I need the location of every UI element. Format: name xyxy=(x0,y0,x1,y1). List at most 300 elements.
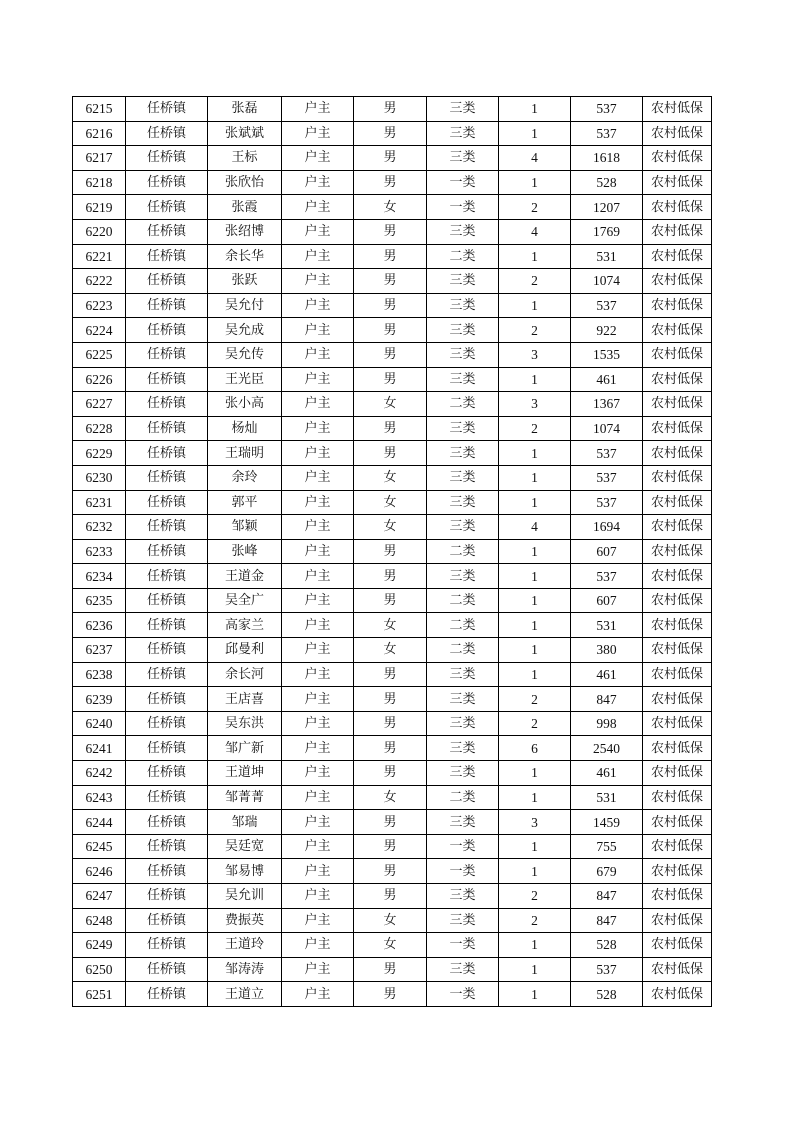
town-cell: 任桥镇 xyxy=(126,244,208,269)
category-cell: 三类 xyxy=(427,711,499,736)
relation-cell: 户主 xyxy=(282,588,354,613)
town-cell: 任桥镇 xyxy=(126,465,208,490)
table-row xyxy=(73,121,712,146)
household-size-cell: 1 xyxy=(499,293,571,318)
category-cell: 三类 xyxy=(427,515,499,540)
relation-cell: 户主 xyxy=(282,392,354,417)
household-size-cell: 1 xyxy=(499,588,571,613)
name-cell: 邹颖 xyxy=(208,515,282,540)
table-row xyxy=(73,465,712,490)
town-cell: 任桥镇 xyxy=(126,342,208,367)
category-cell: 一类 xyxy=(427,982,499,1007)
assistance-type-cell: 农村低保 xyxy=(643,97,712,122)
household-size-cell: 6 xyxy=(499,736,571,761)
name-cell: 吴允传 xyxy=(208,342,282,367)
assistance-type-cell: 农村低保 xyxy=(643,146,712,171)
town-cell: 任桥镇 xyxy=(126,982,208,1007)
serial-cell: 6238 xyxy=(73,662,126,687)
amount-cell: 528 xyxy=(571,933,643,958)
serial-cell: 6221 xyxy=(73,244,126,269)
assistance-type-cell: 农村低保 xyxy=(643,219,712,244)
gender-cell: 男 xyxy=(354,121,427,146)
household-size-cell: 1 xyxy=(499,367,571,392)
roster-table-body xyxy=(73,97,712,1007)
serial-cell: 6220 xyxy=(73,219,126,244)
household-size-cell: 2 xyxy=(499,908,571,933)
name-cell: 王道坤 xyxy=(208,761,282,786)
roster-table xyxy=(72,96,712,1007)
name-cell: 杨灿 xyxy=(208,416,282,441)
table-row xyxy=(73,859,712,884)
town-cell: 任桥镇 xyxy=(126,736,208,761)
assistance-type-cell: 农村低保 xyxy=(643,342,712,367)
category-cell: 三类 xyxy=(427,687,499,712)
gender-cell: 男 xyxy=(354,810,427,835)
town-cell: 任桥镇 xyxy=(126,416,208,441)
town-cell: 任桥镇 xyxy=(126,146,208,171)
relation-cell: 户主 xyxy=(282,662,354,687)
town-cell: 任桥镇 xyxy=(126,367,208,392)
name-cell: 吴允成 xyxy=(208,318,282,343)
gender-cell: 女 xyxy=(354,638,427,663)
assistance-type-cell: 农村低保 xyxy=(643,465,712,490)
relation-cell: 户主 xyxy=(282,638,354,663)
town-cell: 任桥镇 xyxy=(126,662,208,687)
household-size-cell: 4 xyxy=(499,219,571,244)
serial-cell: 6225 xyxy=(73,342,126,367)
relation-cell: 户主 xyxy=(282,244,354,269)
relation-cell: 户主 xyxy=(282,834,354,859)
assistance-type-cell: 农村低保 xyxy=(643,195,712,220)
amount-cell: 537 xyxy=(571,465,643,490)
name-cell: 高家兰 xyxy=(208,613,282,638)
name-cell: 王道玲 xyxy=(208,933,282,958)
gender-cell: 男 xyxy=(354,957,427,982)
name-cell: 张磊 xyxy=(208,97,282,122)
category-cell: 三类 xyxy=(427,884,499,909)
amount-cell: 537 xyxy=(571,564,643,589)
assistance-type-cell: 农村低保 xyxy=(643,736,712,761)
amount-cell: 1618 xyxy=(571,146,643,171)
assistance-type-cell: 农村低保 xyxy=(643,244,712,269)
household-size-cell: 1 xyxy=(499,244,571,269)
assistance-type-cell: 农村低保 xyxy=(643,982,712,1007)
household-size-cell: 1 xyxy=(499,539,571,564)
serial-cell: 6251 xyxy=(73,982,126,1007)
name-cell: 邹菁菁 xyxy=(208,785,282,810)
table-row xyxy=(73,982,712,1007)
assistance-type-cell: 农村低保 xyxy=(643,416,712,441)
gender-cell: 女 xyxy=(354,613,427,638)
gender-cell: 男 xyxy=(354,219,427,244)
assistance-type-cell: 农村低保 xyxy=(643,588,712,613)
category-cell: 三类 xyxy=(427,269,499,294)
town-cell: 任桥镇 xyxy=(126,269,208,294)
relation-cell: 户主 xyxy=(282,515,354,540)
serial-cell: 6235 xyxy=(73,588,126,613)
serial-cell: 6233 xyxy=(73,539,126,564)
serial-cell: 6230 xyxy=(73,465,126,490)
amount-cell: 531 xyxy=(571,613,643,638)
gender-cell: 男 xyxy=(354,859,427,884)
serial-cell: 6218 xyxy=(73,170,126,195)
relation-cell: 户主 xyxy=(282,859,354,884)
table-row xyxy=(73,785,712,810)
household-size-cell: 3 xyxy=(499,342,571,367)
table-row xyxy=(73,687,712,712)
household-size-cell: 4 xyxy=(499,146,571,171)
assistance-type-cell: 农村低保 xyxy=(643,293,712,318)
gender-cell: 男 xyxy=(354,97,427,122)
town-cell: 任桥镇 xyxy=(126,834,208,859)
assistance-type-cell: 农村低保 xyxy=(643,638,712,663)
household-size-cell: 3 xyxy=(499,392,571,417)
amount-cell: 537 xyxy=(571,121,643,146)
amount-cell: 537 xyxy=(571,293,643,318)
relation-cell: 户主 xyxy=(282,195,354,220)
table-row xyxy=(73,269,712,294)
serial-cell: 6232 xyxy=(73,515,126,540)
name-cell: 邹易博 xyxy=(208,859,282,884)
table-row xyxy=(73,834,712,859)
gender-cell: 男 xyxy=(354,367,427,392)
relation-cell: 户主 xyxy=(282,170,354,195)
relation-cell: 户主 xyxy=(282,613,354,638)
gender-cell: 男 xyxy=(354,318,427,343)
name-cell: 张小高 xyxy=(208,392,282,417)
assistance-type-cell: 农村低保 xyxy=(643,441,712,466)
table-row xyxy=(73,416,712,441)
amount-cell: 2540 xyxy=(571,736,643,761)
serial-cell: 6241 xyxy=(73,736,126,761)
table-row xyxy=(73,613,712,638)
gender-cell: 女 xyxy=(354,490,427,515)
table-row xyxy=(73,933,712,958)
household-size-cell: 2 xyxy=(499,884,571,909)
gender-cell: 男 xyxy=(354,170,427,195)
amount-cell: 528 xyxy=(571,982,643,1007)
name-cell: 王店喜 xyxy=(208,687,282,712)
name-cell: 邹广新 xyxy=(208,736,282,761)
table-row xyxy=(73,884,712,909)
assistance-type-cell: 农村低保 xyxy=(643,662,712,687)
town-cell: 任桥镇 xyxy=(126,761,208,786)
town-cell: 任桥镇 xyxy=(126,613,208,638)
household-size-cell: 1 xyxy=(499,170,571,195)
assistance-type-cell: 农村低保 xyxy=(643,539,712,564)
relation-cell: 户主 xyxy=(282,441,354,466)
category-cell: 三类 xyxy=(427,367,499,392)
name-cell: 费振英 xyxy=(208,908,282,933)
town-cell: 任桥镇 xyxy=(126,515,208,540)
household-size-cell: 1 xyxy=(499,490,571,515)
table-row xyxy=(73,638,712,663)
amount-cell: 847 xyxy=(571,687,643,712)
amount-cell: 531 xyxy=(571,244,643,269)
town-cell: 任桥镇 xyxy=(126,933,208,958)
table-row xyxy=(73,736,712,761)
assistance-type-cell: 农村低保 xyxy=(643,785,712,810)
gender-cell: 男 xyxy=(354,884,427,909)
household-size-cell: 2 xyxy=(499,711,571,736)
amount-cell: 847 xyxy=(571,908,643,933)
serial-cell: 6224 xyxy=(73,318,126,343)
category-cell: 三类 xyxy=(427,761,499,786)
gender-cell: 男 xyxy=(354,588,427,613)
gender-cell: 男 xyxy=(354,834,427,859)
table-row xyxy=(73,195,712,220)
category-cell: 二类 xyxy=(427,244,499,269)
gender-cell: 男 xyxy=(354,342,427,367)
category-cell: 三类 xyxy=(427,441,499,466)
category-cell: 三类 xyxy=(427,662,499,687)
category-cell: 二类 xyxy=(427,638,499,663)
serial-cell: 6215 xyxy=(73,97,126,122)
serial-cell: 6237 xyxy=(73,638,126,663)
relation-cell: 户主 xyxy=(282,293,354,318)
household-size-cell: 1 xyxy=(499,982,571,1007)
relation-cell: 户主 xyxy=(282,982,354,1007)
table-row xyxy=(73,662,712,687)
amount-cell: 461 xyxy=(571,367,643,392)
town-cell: 任桥镇 xyxy=(126,564,208,589)
amount-cell: 607 xyxy=(571,539,643,564)
gender-cell: 男 xyxy=(354,736,427,761)
category-cell: 三类 xyxy=(427,736,499,761)
table-row xyxy=(73,293,712,318)
category-cell: 三类 xyxy=(427,490,499,515)
name-cell: 吴允训 xyxy=(208,884,282,909)
table-row xyxy=(73,810,712,835)
gender-cell: 男 xyxy=(354,539,427,564)
household-size-cell: 1 xyxy=(499,465,571,490)
assistance-type-cell: 农村低保 xyxy=(643,908,712,933)
town-cell: 任桥镇 xyxy=(126,957,208,982)
category-cell: 二类 xyxy=(427,613,499,638)
amount-cell: 1074 xyxy=(571,416,643,441)
serial-cell: 6239 xyxy=(73,687,126,712)
serial-cell: 6243 xyxy=(73,785,126,810)
serial-cell: 6249 xyxy=(73,933,126,958)
relation-cell: 户主 xyxy=(282,785,354,810)
relation-cell: 户主 xyxy=(282,269,354,294)
serial-cell: 6231 xyxy=(73,490,126,515)
table-row xyxy=(73,761,712,786)
amount-cell: 1459 xyxy=(571,810,643,835)
name-cell: 张跃 xyxy=(208,269,282,294)
amount-cell: 537 xyxy=(571,441,643,466)
table-row xyxy=(73,957,712,982)
town-cell: 任桥镇 xyxy=(126,219,208,244)
gender-cell: 男 xyxy=(354,687,427,712)
gender-cell: 女 xyxy=(354,195,427,220)
name-cell: 张斌斌 xyxy=(208,121,282,146)
town-cell: 任桥镇 xyxy=(126,293,208,318)
town-cell: 任桥镇 xyxy=(126,638,208,663)
amount-cell: 461 xyxy=(571,662,643,687)
serial-cell: 6242 xyxy=(73,761,126,786)
amount-cell: 1769 xyxy=(571,219,643,244)
town-cell: 任桥镇 xyxy=(126,195,208,220)
town-cell: 任桥镇 xyxy=(126,810,208,835)
gender-cell: 男 xyxy=(354,711,427,736)
gender-cell: 男 xyxy=(354,293,427,318)
serial-cell: 6240 xyxy=(73,711,126,736)
gender-cell: 男 xyxy=(354,441,427,466)
household-size-cell: 1 xyxy=(499,564,571,589)
gender-cell: 女 xyxy=(354,933,427,958)
name-cell: 张霞 xyxy=(208,195,282,220)
town-cell: 任桥镇 xyxy=(126,97,208,122)
relation-cell: 户主 xyxy=(282,711,354,736)
serial-cell: 6246 xyxy=(73,859,126,884)
name-cell: 余玲 xyxy=(208,465,282,490)
name-cell: 吴廷宽 xyxy=(208,834,282,859)
household-size-cell: 1 xyxy=(499,662,571,687)
table-row xyxy=(73,342,712,367)
assistance-type-cell: 农村低保 xyxy=(643,810,712,835)
table-row xyxy=(73,146,712,171)
table-row xyxy=(73,392,712,417)
household-size-cell: 1 xyxy=(499,613,571,638)
amount-cell: 461 xyxy=(571,761,643,786)
relation-cell: 户主 xyxy=(282,933,354,958)
name-cell: 张欣怡 xyxy=(208,170,282,195)
gender-cell: 女 xyxy=(354,908,427,933)
name-cell: 余长河 xyxy=(208,662,282,687)
household-size-cell: 1 xyxy=(499,859,571,884)
serial-cell: 6223 xyxy=(73,293,126,318)
relation-cell: 户主 xyxy=(282,146,354,171)
relation-cell: 户主 xyxy=(282,957,354,982)
table-row xyxy=(73,170,712,195)
name-cell: 王瑞明 xyxy=(208,441,282,466)
serial-cell: 6217 xyxy=(73,146,126,171)
name-cell: 吴允付 xyxy=(208,293,282,318)
category-cell: 三类 xyxy=(427,810,499,835)
household-size-cell: 2 xyxy=(499,416,571,441)
table-row xyxy=(73,97,712,122)
assistance-type-cell: 农村低保 xyxy=(643,957,712,982)
serial-cell: 6236 xyxy=(73,613,126,638)
relation-cell: 户主 xyxy=(282,736,354,761)
name-cell: 王道金 xyxy=(208,564,282,589)
relation-cell: 户主 xyxy=(282,884,354,909)
gender-cell: 女 xyxy=(354,465,427,490)
town-cell: 任桥镇 xyxy=(126,170,208,195)
town-cell: 任桥镇 xyxy=(126,859,208,884)
category-cell: 三类 xyxy=(427,957,499,982)
gender-cell: 男 xyxy=(354,244,427,269)
amount-cell: 1535 xyxy=(571,342,643,367)
table-row xyxy=(73,367,712,392)
town-cell: 任桥镇 xyxy=(126,441,208,466)
serial-cell: 6228 xyxy=(73,416,126,441)
serial-cell: 6216 xyxy=(73,121,126,146)
table-row xyxy=(73,219,712,244)
category-cell: 三类 xyxy=(427,342,499,367)
assistance-type-cell: 农村低保 xyxy=(643,761,712,786)
town-cell: 任桥镇 xyxy=(126,884,208,909)
category-cell: 一类 xyxy=(427,859,499,884)
serial-cell: 6234 xyxy=(73,564,126,589)
relation-cell: 户主 xyxy=(282,490,354,515)
category-cell: 二类 xyxy=(427,392,499,417)
household-size-cell: 1 xyxy=(499,121,571,146)
category-cell: 三类 xyxy=(427,121,499,146)
name-cell: 张峰 xyxy=(208,539,282,564)
name-cell: 郭平 xyxy=(208,490,282,515)
category-cell: 三类 xyxy=(427,416,499,441)
assistance-type-cell: 农村低保 xyxy=(643,613,712,638)
name-cell: 王道立 xyxy=(208,982,282,1007)
household-size-cell: 1 xyxy=(499,97,571,122)
serial-cell: 6222 xyxy=(73,269,126,294)
relation-cell: 户主 xyxy=(282,539,354,564)
table-row xyxy=(73,711,712,736)
assistance-type-cell: 农村低保 xyxy=(643,933,712,958)
assistance-type-cell: 农村低保 xyxy=(643,318,712,343)
category-cell: 一类 xyxy=(427,933,499,958)
amount-cell: 537 xyxy=(571,97,643,122)
category-cell: 三类 xyxy=(427,97,499,122)
household-size-cell: 2 xyxy=(499,318,571,343)
gender-cell: 男 xyxy=(354,982,427,1007)
relation-cell: 户主 xyxy=(282,761,354,786)
assistance-type-cell: 农村低保 xyxy=(643,490,712,515)
household-size-cell: 4 xyxy=(499,515,571,540)
amount-cell: 998 xyxy=(571,711,643,736)
name-cell: 邹涛涛 xyxy=(208,957,282,982)
name-cell: 张绍博 xyxy=(208,219,282,244)
household-size-cell: 2 xyxy=(499,687,571,712)
serial-cell: 6244 xyxy=(73,810,126,835)
category-cell: 一类 xyxy=(427,834,499,859)
assistance-type-cell: 农村低保 xyxy=(643,711,712,736)
amount-cell: 531 xyxy=(571,785,643,810)
category-cell: 二类 xyxy=(427,539,499,564)
relation-cell: 户主 xyxy=(282,416,354,441)
table-row xyxy=(73,539,712,564)
household-size-cell: 1 xyxy=(499,834,571,859)
name-cell: 邱曼利 xyxy=(208,638,282,663)
serial-cell: 6219 xyxy=(73,195,126,220)
assistance-type-cell: 农村低保 xyxy=(643,269,712,294)
amount-cell: 537 xyxy=(571,490,643,515)
amount-cell: 847 xyxy=(571,884,643,909)
document-page xyxy=(72,96,711,1007)
name-cell: 邹瑞 xyxy=(208,810,282,835)
serial-cell: 6247 xyxy=(73,884,126,909)
table-row xyxy=(73,588,712,613)
table-row xyxy=(73,515,712,540)
assistance-type-cell: 农村低保 xyxy=(643,367,712,392)
household-size-cell: 2 xyxy=(499,269,571,294)
name-cell: 吴东洪 xyxy=(208,711,282,736)
name-cell: 王标 xyxy=(208,146,282,171)
category-cell: 三类 xyxy=(427,318,499,343)
amount-cell: 1367 xyxy=(571,392,643,417)
relation-cell: 户主 xyxy=(282,97,354,122)
amount-cell: 1207 xyxy=(571,195,643,220)
relation-cell: 户主 xyxy=(282,908,354,933)
town-cell: 任桥镇 xyxy=(126,785,208,810)
amount-cell: 380 xyxy=(571,638,643,663)
gender-cell: 女 xyxy=(354,392,427,417)
serial-cell: 6226 xyxy=(73,367,126,392)
category-cell: 三类 xyxy=(427,564,499,589)
name-cell: 王光臣 xyxy=(208,367,282,392)
